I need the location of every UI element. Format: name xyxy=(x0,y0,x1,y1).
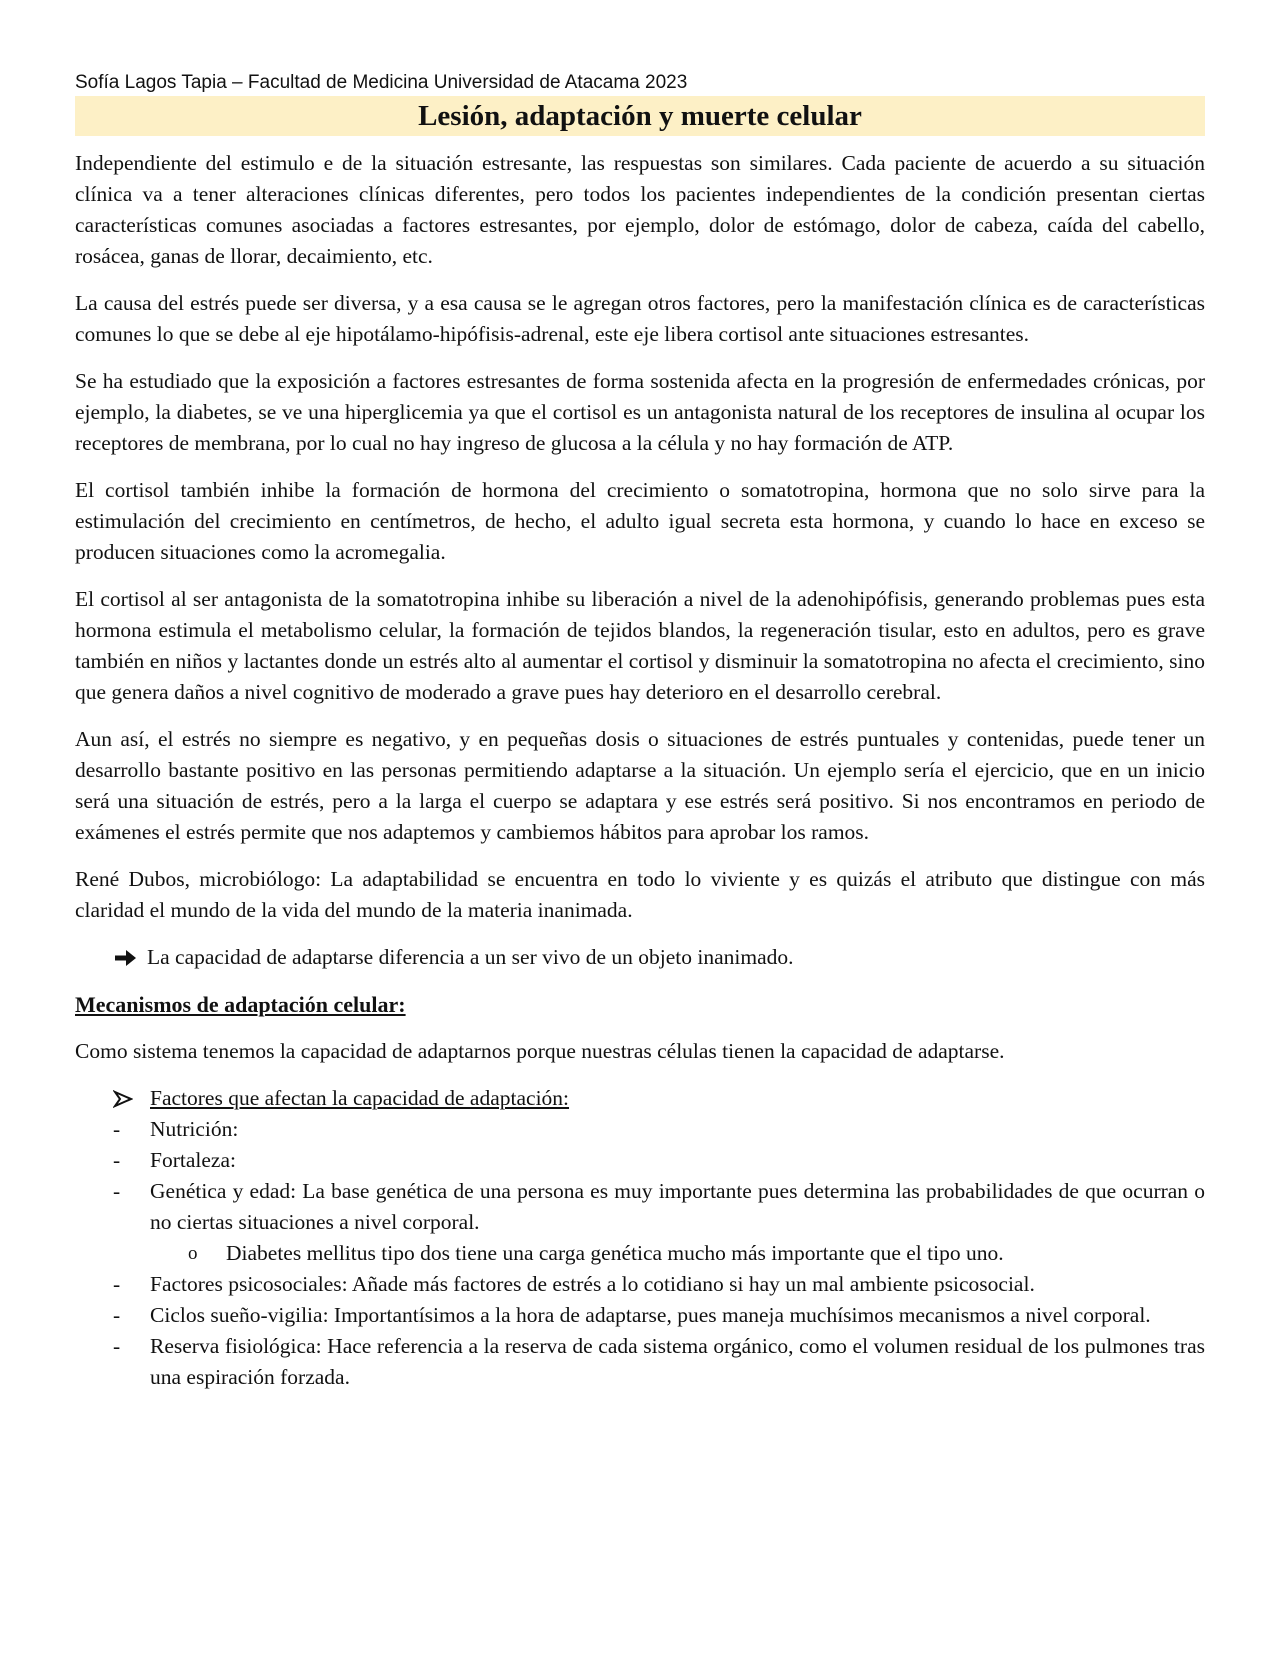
list-item xyxy=(75,1300,1205,1331)
paragraph-stress-response: Independiente del estimulo e de la situación estresante, las respuestas son similares. Cada paciente de acuerdo a su situación clínica va a tener alteraciones clínicas diferentes, pero todos los pacientes independientes de la condición presentan ciertas características comunes asociadas a factores estresantes, por ejemplo, dolor de estómago, dolor de cabeza, caída del cabello, rosácea, ganas de llorar, decaimiento, etc. xyxy=(75,151,1205,268)
paragraph-chronic-disease: Se ha estudiado que la exposición a factores estresantes de forma sostenida afecta en la progresión de enfermedades crónicas, por ejemplo, la diabetes, se ve una hiperglicemia ya que el cortisol es un antagonista natural de los receptores de insulina al ocupar los receptores de membrana, por lo cual no hay ingreso de glucosa a la célula y no hay formación de ATP. xyxy=(75,369,1205,455)
right-arrow-icon xyxy=(113,942,147,973)
factor-nutrition: Nutrición: xyxy=(150,1117,239,1141)
section-heading: Mecanismos de adaptación celular: xyxy=(75,992,406,1017)
paragraph-growth-hormone: El cortisol también inhibe la formación de hormona del crecimiento o somatotropina, hormona que no solo sirve para la estimulación del crecimiento en centímetros, de hecho, el adulto igual secreta esta hormona, y cuando lo hace en exceso se producen situaciones como la acromegalia. xyxy=(75,478,1205,564)
arrow-point xyxy=(75,942,1205,973)
dash-marker: - xyxy=(113,1303,121,1327)
factor-physiological-reserve: Reserva fisiológica: Hace referencia a la reserva de cada sistema orgánico, como el volumen residual de los pulmones tras una espiración forzada. xyxy=(150,1334,1205,1389)
circle-marker: o xyxy=(188,1243,198,1264)
paragraph-rene-dubos: René Dubos, microbiólogo: La adaptabilidad se encuentra en todo lo viviente y es quizás el atributo que distingue con más claridad el mundo de la vida del mundo de la materia inanimada. xyxy=(75,867,1205,922)
dash-marker: - xyxy=(113,1117,121,1141)
list-item xyxy=(75,1331,1205,1393)
factors-heading: Factores que afectan la capacidad de adaptación: xyxy=(150,1086,570,1110)
list-item xyxy=(75,1145,1205,1176)
arrow-point-text: La capacidad de adaptarse diferencia a un ser vivo de un objeto inanimado. xyxy=(147,945,794,969)
list-item xyxy=(75,1238,1205,1269)
factor-sleep-cycles: Ciclos sueño-vigilia: Importantísimos a la hora de adaptarse, pues maneja muchísimos mecanismos a nivel corporal. xyxy=(150,1303,1151,1327)
arrowhead-bullet-icon xyxy=(113,1083,150,1114)
paragraph-stress-cause: La causa del estrés puede ser diversa, y a esa causa se le agregan otros factores, pero la manifestación clínica es de características comunes lo que se debe al eje hipotálamo-hipófisis-adrenal, este eje libera cortisol ante situaciones estresantes. xyxy=(75,291,1205,346)
dash-marker: - xyxy=(113,1272,121,1296)
factors-list xyxy=(75,1114,1205,1393)
factor-genetics: Genética y edad: La base genética de una persona es muy importante pues determina las probabilidades de que ocurran o no ciertas situaciones a nivel corporal. xyxy=(150,1179,1205,1234)
title-bar xyxy=(75,96,1205,136)
author-header: Sofía Lagos Tapia – Facultad de Medicina Universidad de Atacama 2023 xyxy=(75,72,688,93)
factor-strength: Fortaleza: xyxy=(150,1148,236,1172)
paragraph-somatotropin: El cortisol al ser antagonista de la somatotropina inhibe su liberación a nivel de la adenohipófisis, generando problemas pues esta hormona estimula el metabolismo celular, la formación de tejidos blandos, la regeneración tisular, esto en adultos, pero es grave también en niños y lactantes donde un estrés alto al aumentar el cortisol y disminuir la somatotropina no afecta el crecimiento, sino que genera daños a nivel cognitivo de moderado a grave pues hay deterioro en el desarrollo cerebral. xyxy=(75,587,1205,704)
list-item xyxy=(75,1114,1205,1145)
genetics-subpoint: Diabetes mellitus tipo dos tiene una carga genética mucho más importante que el tipo uno. xyxy=(226,1241,1004,1265)
dash-marker: - xyxy=(113,1334,121,1358)
paragraph-positive-stress: Aun así, el estrés no siempre es negativo, y en pequeñas dosis o situaciones de estrés puntuales y contenidas, puede tener un desarrollo bastante positivo en las personas permitiendo adaptarse a la situación. Un ejemplo sería el ejercicio, que en un inicio será una situación de estrés, pero a la larga el cuerpo se adaptara y ese estrés será positivo. Si nos encontramos en periodo de exámenes el estrés permite que nos adaptemos y cambiemos hábitos para aprobar los ramos. xyxy=(75,727,1205,844)
page-title: Lesión, adaptación y muerte celular xyxy=(418,100,862,132)
section-intro: Como sistema tenemos la capacidad de adaptarnos porque nuestras células tienen la capacidad de adaptarse. xyxy=(75,1039,1005,1063)
list-item xyxy=(75,1269,1205,1300)
dash-marker: - xyxy=(113,1148,121,1172)
dash-marker: - xyxy=(113,1179,121,1203)
document-page xyxy=(75,70,1205,1393)
factors-heading-row xyxy=(75,1083,1205,1114)
factor-psychosocial: Factores psicosociales: Añade más factores de estrés a lo cotidiano si hay un mal ambiente psicosocial. xyxy=(150,1272,1035,1296)
list-item xyxy=(75,1176,1205,1238)
